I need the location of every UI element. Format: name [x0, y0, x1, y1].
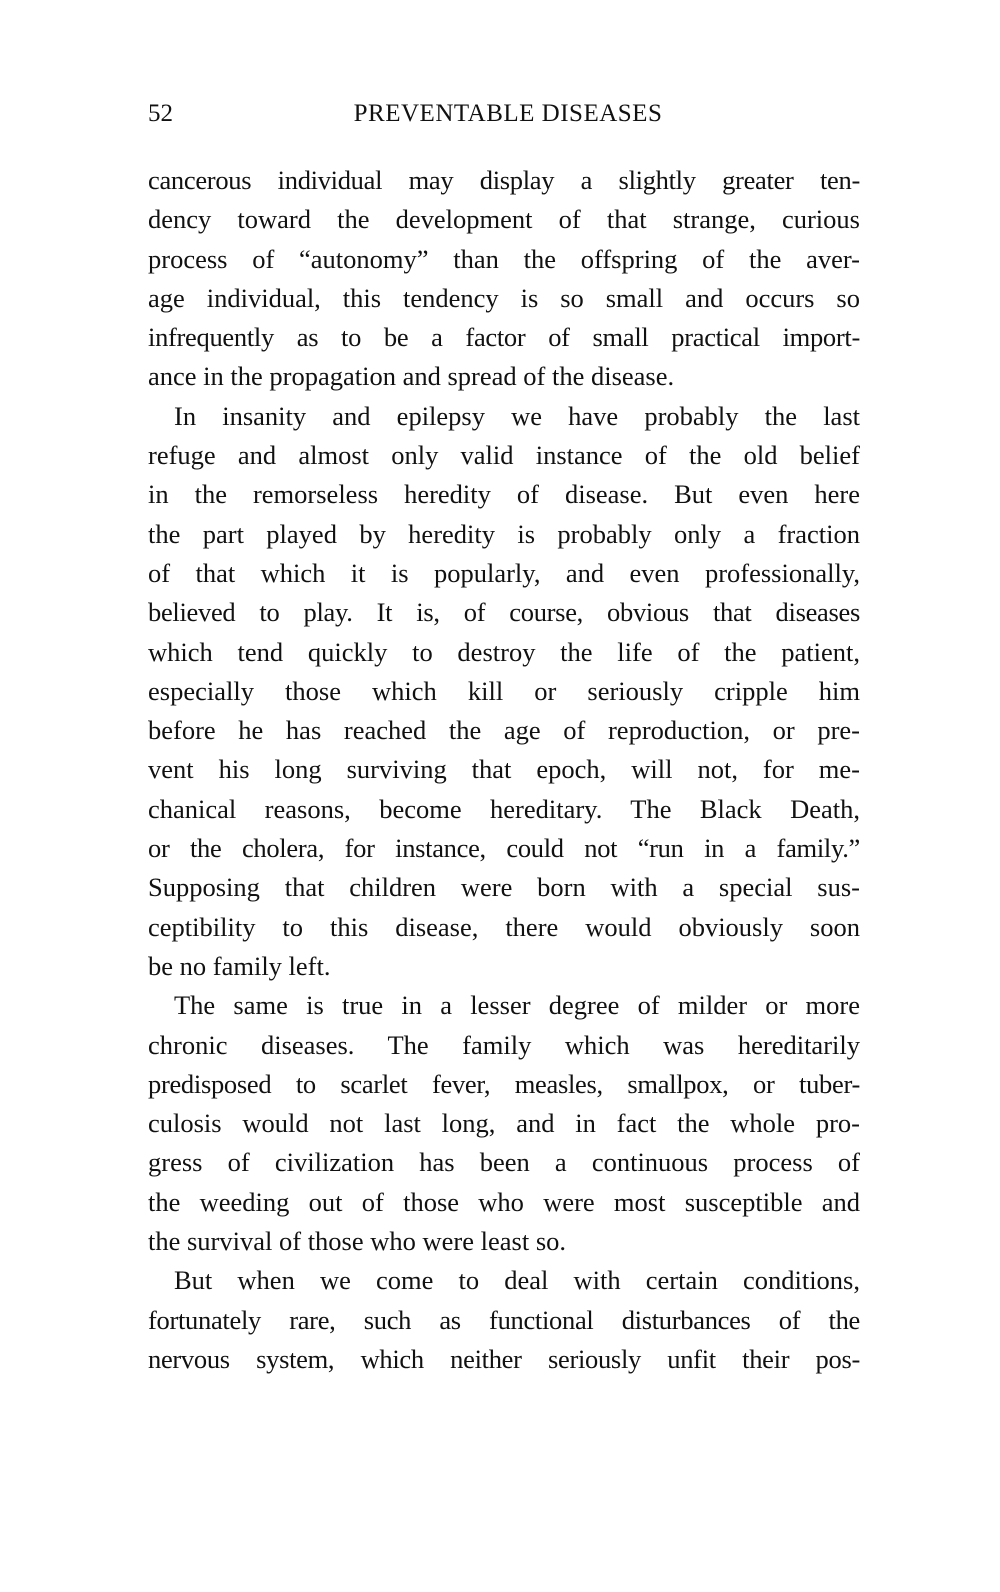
text-line: especially those which kill or seriously cripple him — [148, 675, 860, 706]
text-line: process of “autonomy” than the offspring of the aver- — [148, 243, 860, 274]
text-line: ance in the propagation and spread of the disease. — [148, 361, 675, 392]
text-line: But when we come to deal with certain conditions, — [174, 1265, 860, 1296]
text-line: refuge and almost only valid instance of the old belief — [148, 440, 860, 471]
text-line: the part played by heredity is probably only a fraction — [148, 518, 860, 549]
page-number: 52 — [148, 100, 173, 127]
text-line: culosis would not last long, and in fact the whole pro- — [148, 1108, 860, 1139]
text-line: nervous system, which neither seriously unfit their pos- — [148, 1343, 860, 1374]
paragraph — [148, 161, 860, 397]
text-line: which tend quickly to destroy the life of the patient, — [148, 636, 860, 667]
text-line: chronic diseases. The family which was hereditarily — [148, 1029, 860, 1060]
text-line: age individual, this tendency is so small and occurs so — [148, 282, 860, 313]
text-line: of that which it is popularly, and even professionally, — [148, 557, 860, 588]
body-text — [148, 161, 860, 1379]
text-line: before he has reached the age of reproduction, or pre- — [148, 715, 860, 746]
text-line: infrequently as to be a factor of small practical import- — [148, 322, 860, 353]
text-line: or the cholera, for instance, could not “run in a family.” — [148, 833, 860, 864]
text-line: chanical reasons, become hereditary. The Black Death, — [148, 793, 860, 824]
text-line: dency toward the development of that strange, curious — [148, 204, 860, 235]
text-line: gress of civilization has been a continuous process of — [148, 1147, 860, 1178]
paragraph — [148, 397, 860, 986]
text-line: believed to play. It is, of course, obvious that diseases — [148, 597, 860, 628]
text-line: fortunately rare, such as functional disturbances of the — [148, 1304, 860, 1335]
text-line: the weeding out of those who were most susceptible and — [148, 1186, 860, 1217]
paragraph — [148, 1261, 860, 1379]
page-header — [148, 100, 860, 140]
paragraph — [148, 986, 860, 1261]
text-line: in the remorseless heredity of disease. But even here — [148, 479, 860, 510]
running-title: PREVENTABLE DISEASES — [353, 100, 663, 127]
text-line: Supposing that children were born with a special sus- — [148, 872, 860, 903]
text-line: ceptibility to this disease, there would obviously soon — [148, 911, 860, 942]
text-line: The same is true in a lesser degree of milder or more — [174, 990, 860, 1021]
text-line: cancerous individual may display a slightly greater ten- — [148, 165, 860, 195]
text-line: the survival of those who were least so. — [148, 1226, 567, 1257]
text-line: vent his long surviving that epoch, will not, for me- — [148, 754, 860, 785]
text-line: be no family left. — [148, 950, 331, 981]
text-line: predisposed to scarlet fever, measles, smallpox, or tuber- — [148, 1068, 860, 1099]
text-line: In insanity and epilepsy we have probably the last — [174, 400, 860, 431]
